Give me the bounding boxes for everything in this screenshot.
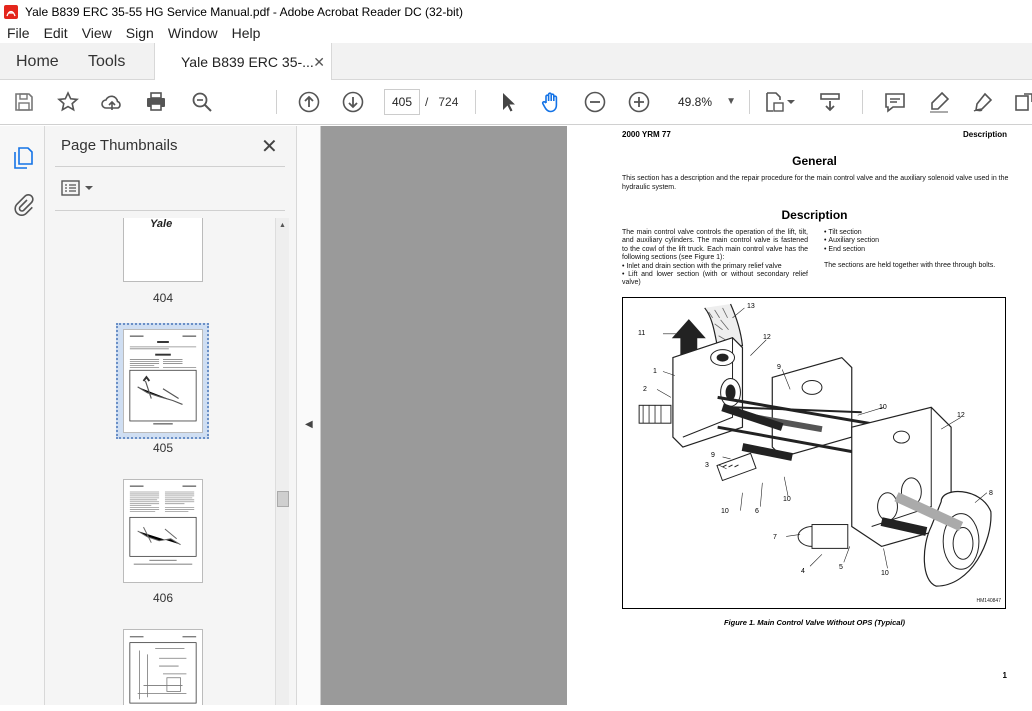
heading-description: Description [781, 208, 848, 222]
description-right-column [824, 229, 1014, 271]
heading-general: General [792, 154, 837, 168]
callout-12: 12 [763, 334, 771, 341]
thumbnail-page-406[interactable] [123, 479, 203, 583]
tab-document[interactable] [154, 43, 332, 81]
thumbnail-405-preview [124, 330, 202, 432]
bullet-text: Tilt section [828, 229, 862, 236]
divider [55, 166, 285, 167]
callout-7: 7 [773, 534, 777, 541]
callout-11: 11 [638, 330, 646, 337]
next-page-icon[interactable] [341, 90, 365, 114]
thumbnail-scrollbar[interactable] [275, 218, 289, 705]
callout-10: 10 [879, 404, 887, 411]
callout-9: 9 [777, 364, 781, 371]
page-count [425, 95, 458, 109]
comment-icon[interactable] [883, 90, 907, 114]
select-cursor-icon[interactable] [496, 90, 520, 114]
callout-10d: 10 [881, 570, 889, 577]
tab-home[interactable]: Home [16, 53, 59, 70]
thumbnail-label-405: 405 [152, 441, 174, 455]
callout-5: 5 [839, 564, 843, 571]
thumbnail-page-405[interactable] [123, 329, 203, 433]
pdf-page [567, 126, 1032, 705]
thumbnail-options-icon[interactable] [61, 179, 95, 197]
callout-1: 1 [653, 368, 657, 375]
bullet-text: Inlet and drain section with the primary relief valve [626, 262, 782, 270]
bookmark-star-icon[interactable] [56, 90, 80, 114]
callout-4: 4 [801, 568, 805, 575]
zoom-in-icon[interactable] [627, 90, 651, 114]
zoom-out-icon[interactable] [583, 90, 607, 114]
attachment-paperclip-icon[interactable] [12, 192, 34, 216]
bullet-text: End section [828, 245, 865, 253]
thumbnail-407-preview [124, 630, 202, 706]
hand-tool-icon[interactable] [539, 90, 563, 114]
bullet-item: • Inlet and drain section with the primary relief valve [622, 262, 782, 270]
tab-tools[interactable]: Tools [88, 53, 126, 70]
scroll-up-arrow-icon[interactable]: ▲ [279, 222, 286, 229]
scrollbar-thumb[interactable] [277, 491, 289, 507]
thumbnail-page-407[interactable] [123, 629, 203, 705]
document-tab-label: Yale B839 ERC 35-... [181, 54, 314, 70]
save-icon[interactable] [12, 90, 36, 114]
page-fit-icon[interactable] [762, 90, 786, 114]
document-view[interactable] [321, 126, 1032, 705]
panel-title: Page Thumbnails [61, 137, 178, 154]
callout-2: 2 [643, 386, 647, 393]
print-icon[interactable] [144, 90, 168, 114]
page-number-input[interactable]: 405 [384, 89, 420, 115]
bullet-text: Auxiliary section [828, 237, 879, 245]
panel-collapse-handle[interactable] [297, 126, 321, 705]
callout-10b: 10 [783, 496, 791, 503]
bullet-item: • End section [824, 245, 865, 253]
description-paragraph: The main control valve controls the operation of the lift, tilt, and auxiliary cylinders. The main control valve is fastened to the cowl of the lift truck. Each main control valve has the following sections (see Figure 1): [622, 229, 808, 262]
general-paragraph: This section has a description and the repair procedure for the main control valve and the auxiliary solenoid valve used in the hydraulic system. [622, 175, 1009, 191]
page-fit-dropdown-icon[interactable] [786, 90, 796, 114]
page-header-left: 2000 YRM 77 [622, 130, 671, 139]
close-tab-icon[interactable]: ✕ [313, 54, 325, 70]
menu-view[interactable]: View [81, 25, 112, 41]
acrobat-app-icon [3, 4, 19, 20]
valve-illustration [623, 298, 1005, 608]
callout-8: 8 [989, 490, 993, 497]
toolbar-separator [475, 90, 476, 114]
total-pages: 724 [438, 95, 459, 109]
menu-edit[interactable]: Edit [43, 25, 68, 41]
callout-6: 6 [755, 508, 759, 515]
close-panel-icon[interactable]: ✕ [261, 136, 278, 158]
page-thumbnails-panel [45, 126, 297, 705]
page-separator: / [425, 95, 429, 109]
thumbnail-406-preview [124, 480, 202, 582]
description-paragraph-right: The sections are held together with three through bolts. [824, 262, 996, 270]
highlight-pen-icon[interactable] [927, 90, 951, 114]
page-number: 1 [1002, 671, 1007, 680]
menu-file[interactable]: File [7, 25, 30, 41]
menu-window[interactable]: Window [167, 25, 218, 41]
chevron-down-icon: ▼ [726, 96, 736, 107]
toolbar [0, 80, 1032, 125]
bullet-item: • Tilt section [824, 229, 862, 236]
thumbnail-label-404: 404 [152, 291, 174, 305]
share-export-icon[interactable] [1012, 90, 1032, 114]
callout-10c: 10 [721, 508, 729, 515]
window-title: Yale B839 ERC 35-55 HG Service Manual.pdf - Adobe Acrobat Reader DC (32-bit) [25, 4, 463, 19]
bullet-item: • Lift and lower section (with or without secondary relief valve) [622, 271, 808, 287]
callout-9b: 9 [711, 452, 715, 459]
tab-bar [0, 43, 1032, 80]
page-thumbnails-icon[interactable] [12, 146, 34, 170]
scroll-mode-icon[interactable] [818, 90, 842, 114]
menu-help[interactable]: Help [231, 25, 261, 41]
zoom-level-select[interactable] [670, 89, 742, 115]
zoom-value: 49.8% [678, 95, 713, 109]
yale-logo: Yale [150, 218, 173, 230]
page-header-right: Description [962, 130, 1007, 139]
left-rail [0, 126, 45, 705]
description-left-column [622, 229, 808, 288]
divider [55, 210, 285, 211]
title-bar [0, 0, 1032, 23]
sign-pen-icon[interactable] [971, 90, 995, 114]
zoom-search-icon[interactable] [190, 90, 214, 114]
figure-box [622, 297, 1006, 609]
thumbnail-label-406: 406 [152, 591, 174, 605]
callout-3: 3 [705, 462, 709, 469]
bullet-item: • Auxiliary section [824, 237, 879, 245]
callout-13: 13 [747, 303, 755, 310]
toolbar-separator [862, 90, 863, 114]
cloud-upload-icon[interactable] [100, 90, 124, 114]
toolbar-separator [749, 90, 750, 114]
figure-caption: Figure 1. Main Control Valve Without OPS (Typical) [723, 618, 906, 627]
figure-id: HM140847 [976, 598, 1001, 604]
thumbnail-page-404[interactable] [123, 218, 203, 282]
collapse-left-arrow-icon[interactable]: ◀ [305, 419, 313, 430]
bullet-text: Lift and lower section (with or without secondary relief valve) [622, 271, 808, 287]
menu-sign[interactable]: Sign [125, 25, 154, 41]
callout-12b: 12 [957, 412, 965, 419]
previous-page-icon[interactable] [297, 90, 321, 114]
toolbar-separator [276, 90, 277, 114]
menu-bar [0, 23, 1032, 43]
